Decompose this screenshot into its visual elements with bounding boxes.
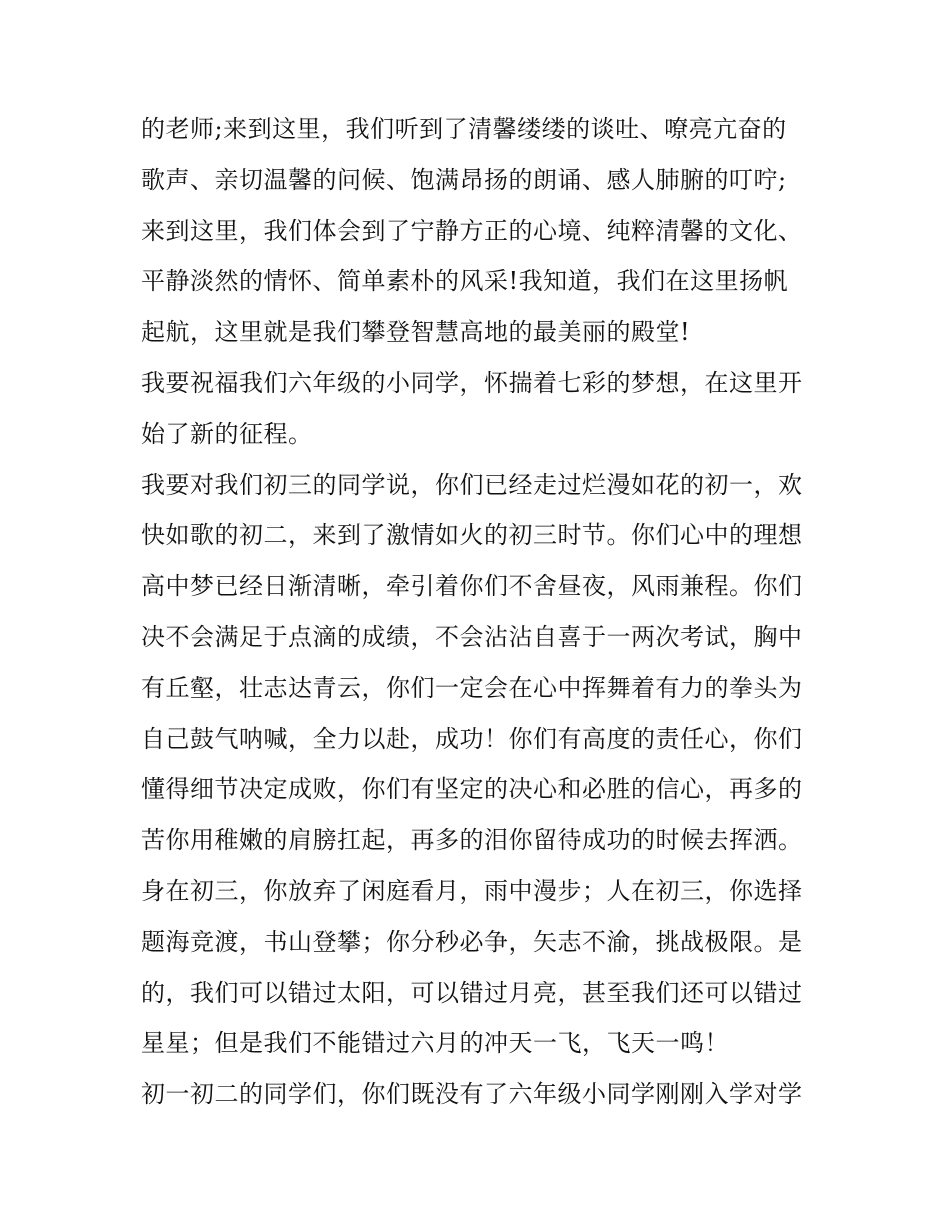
text-line: 快如歌的初二，来到了激情如火的初三时节。你们心中的理想 [141,521,803,550]
text-line: 决不会满足于点滴的成绩，不会沾沾自喜于一两次考试，胸中 [141,622,803,651]
text-line: 我要祝福我们六年级的小同学，怀揣着七彩的梦想，在这里开 [141,368,803,397]
text-line: 初一初二的同学们，你们既没有了六年级小同学刚刚入学对学 [141,1080,803,1109]
text-line: 有丘壑，壮志达青云，你们一定会在心中挥舞着有力的拳头为 [141,673,803,702]
text-line: 的老师;来到这里，我们听到了清馨缕缕的谈吐、嘹亮亢奋的 [141,115,787,143]
document-page [141,104,821,1120]
text-line: 歌声、亲切温馨的问候、饱满昂扬的朗诵、感人肺腑的叮咛; [141,165,787,194]
text-line: 懂得细节决定成败，你们有坚定的决心和必胜的信心，再多的 [141,775,803,804]
text-line: 起航，这里就是我们攀登智慧高地的最美丽的殿堂! [141,318,691,347]
text-line: 我要对我们初三的同学说，你们已经走过烂漫如花的初一，欢 [141,470,803,499]
text-line: 身在初三，你放弃了闲庭看月，雨中漫步；人在初三，你选择 [141,876,803,905]
text-line: 的，我们可以错过太阳，可以错过月亮，甚至我们还可以错过 [141,978,803,1007]
text-line: 苦你用稚嫩的肩膀扛起，再多的泪你留待成功的时候去挥洒。 [141,826,803,855]
text-line: 平静淡然的情怀、简单素朴的风采!我知道，我们在这里扬帆 [141,267,789,296]
text-line: 星星；但是我们不能错过六月的冲天一飞，飞天一鸣！ [141,1029,729,1058]
text-line: 高中梦已经日渐清晰，牵引着你们不舍昼夜，风雨兼程。你们 [141,572,803,601]
text-line: 来到这里，我们体会到了宁静方正的心境、纯粹清馨的文化、 [141,216,803,245]
text-line: 题海竞渡，书山登攀；你分秒必争，矢志不渝，挑战极限。是 [141,927,803,956]
text-line: 自己鼓气呐喊，全力以赴，成功！你们有高度的责任心，你们 [141,724,803,753]
text-line: 始了新的征程。 [141,419,313,448]
